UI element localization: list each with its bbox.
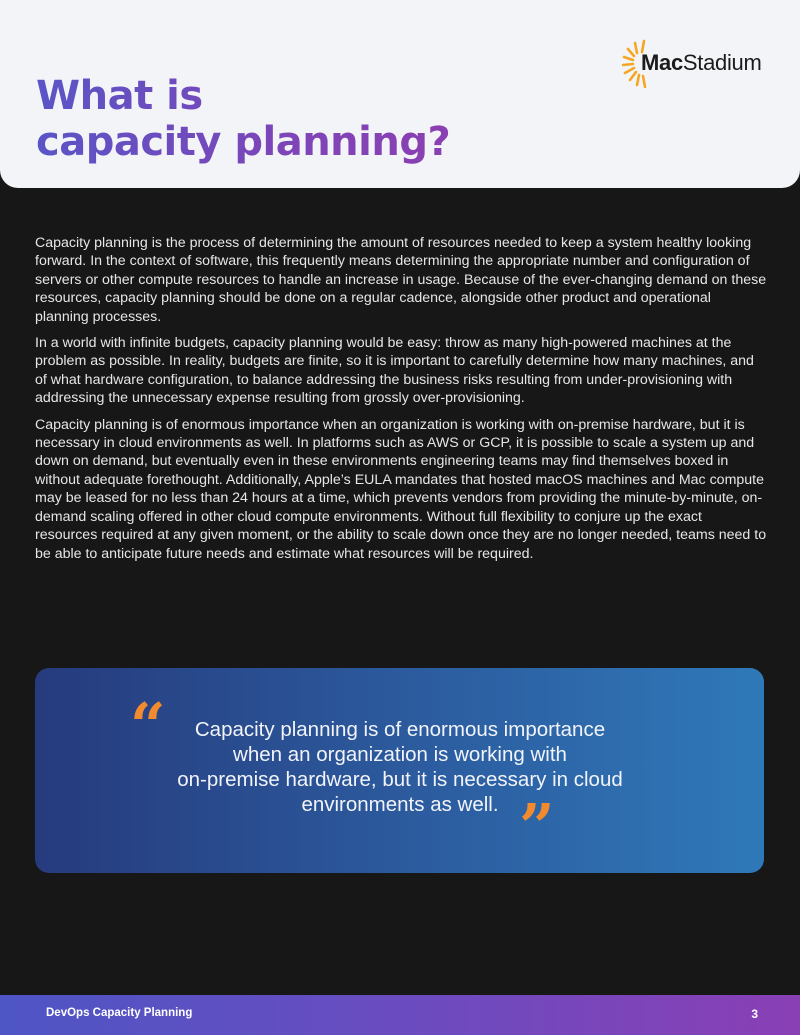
pull-quote-line-1: Capacity planning is of enormous importance xyxy=(194,718,606,741)
pull-quote-line-4: environments as well. xyxy=(301,793,499,816)
pull-quote-line-3: on-premise hardware, but it is necessary in cloud xyxy=(177,768,623,791)
page-title-line-2: capacity planning? xyxy=(36,119,451,165)
body-content xyxy=(35,234,767,571)
open-quote-icon: “ xyxy=(130,689,166,762)
close-quote-icon: ” xyxy=(519,790,555,863)
page-header xyxy=(0,0,800,188)
page-title-line-1: What is xyxy=(36,73,203,119)
page-number: 3 xyxy=(751,1007,758,1021)
page-footer xyxy=(0,995,800,1035)
brand-logo-stadium: Stadium xyxy=(682,50,762,75)
brand-logo-mac: Mac xyxy=(641,50,683,75)
paragraph-budgets: In a world with infinite budgets, capacity planning would be easy: throw as many high-powered machines at the problem as possible. In reality, budgets are finite, so it is important to carefully determine how many machines, and of what hardware configuration, to balance addressing the business risks resulting from under-provisioning with addressing the unnecessary expense resulting from grossly over-provisioning. xyxy=(35,335,754,407)
footer-document-title: DevOps Capacity Planning xyxy=(46,1007,193,1019)
paragraph-importance: Capacity planning is of enormous importance when an organization is working with on-premise hardware, but it is necessary in cloud environments as well. In platforms such as AWS or GCP, it is possible to scale a system up and down on demand, but eventually even in these environments engineering teams may find themselves boxed in without adequate forethought. Additionally, Apple’s EULA mandates that hosted macOS machines and Mac compute may be leased for no less than 24 hours at a time, which prevents vendors from providing the minute-by-minute, on-demand scaling offered in other cloud compute environments. Without full flexibility to conjure up the exact resources required at any given moment, or the ability to scale down once they are no longer needed, teams need to be able to anticipate future needs and estimate what resources will be required. xyxy=(35,416,767,562)
brand-logo xyxy=(641,51,762,75)
pull-quote-line-2: when an organization is working with xyxy=(233,743,567,766)
paragraph-definition: Capacity planning is the process of determining the amount of resources needed to keep a system healthy looking forward. In the context of software, this frequently means determining the appropriate number and configuration of servers or other compute resources to handle an increase in usage. Because of the ever-changing demand on these resources, capacity planning should be done on a regular cadence, alongside other product and operational planning processes. xyxy=(35,235,767,325)
pull-quote-text xyxy=(130,717,670,817)
page-title xyxy=(36,73,450,165)
